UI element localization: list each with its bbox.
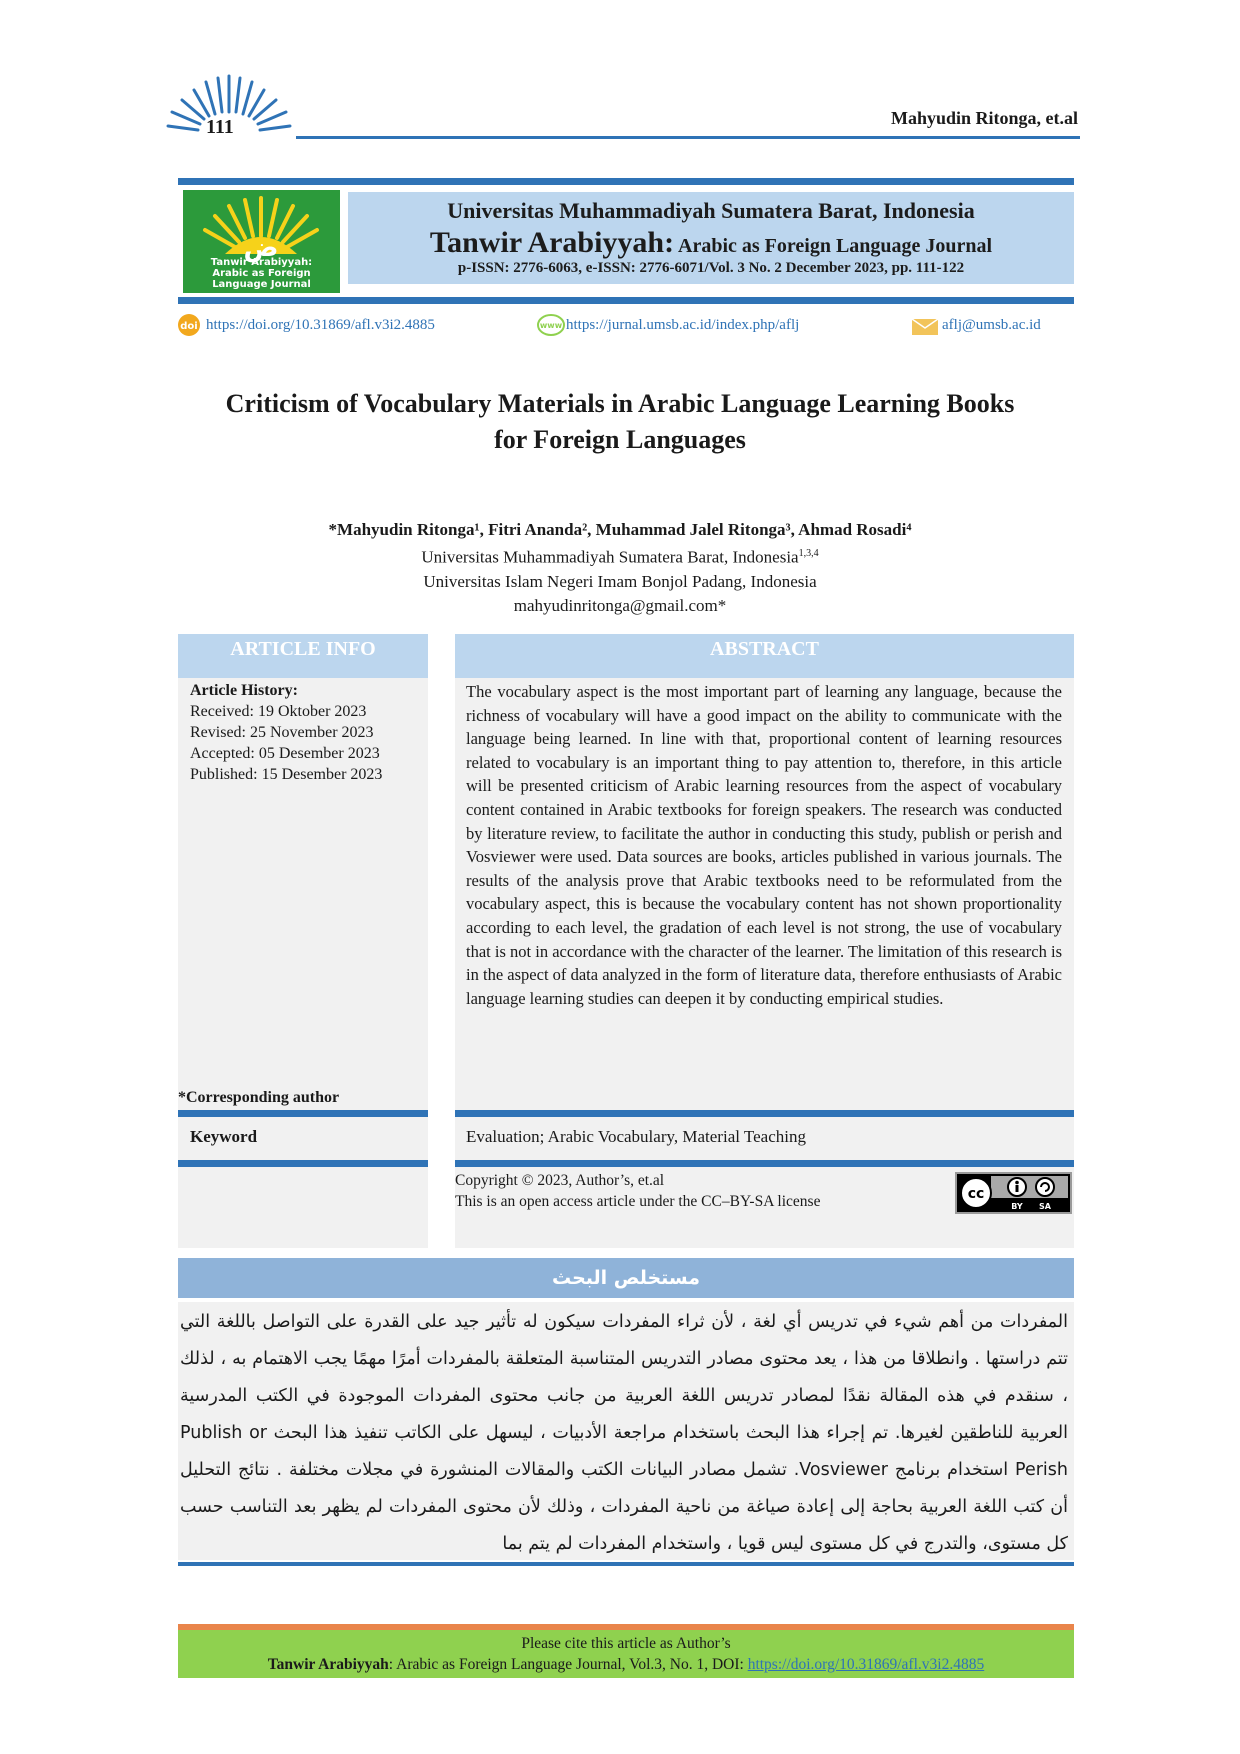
svg-text:BY: BY [1011,1202,1023,1211]
doi-link[interactable]: https://doi.org/10.31869/afl.v3i2.4885 [206,317,435,333]
email-icon [910,313,940,337]
published-date: Published: 15 Desember 2023 [190,766,383,783]
running-author: Mahyudin Ritonga, et.al [890,108,1078,128]
journal-title [348,226,1074,260]
svg-text:SA: SA [1039,1202,1051,1211]
abstract-divider [455,1110,1074,1117]
arabic-abstract-heading: مستخلص البحث [178,1258,1074,1298]
author-names: *Mahyudin Ritonga¹, Fitri Ananda², Muhammad Jalel Ritonga³, Ahmad Rosadi⁴ [328,520,912,539]
copyright-block [455,1170,820,1212]
journal-logo [183,190,340,293]
copyright-text: Copyright © 2023, Author’s, et.al [455,1172,665,1189]
arabic-abstract-text: المفردات من أهم شيء في تدريس أي لغة ، لأن ثراء المفردات سيكون له تأثير جيد على القدرة على التواصل باللغة التي تتم دراستها . وانطلاقا من هذا ، يعد محتوى مصادر التدريس المتناسبة المتعلقة بالمفردات أمرًا مهمًا يجب الاهتمام به ، لذلك ، سنقدم في هذه المقالة نقدًا لمصادر تدريس اللغة العربية من جانب محتوى المفردات الموجودة في الكتب المدرسية العربية للناطقين لغيرها. تم إجراء هذا البحث باستخدام مراجعة الأدبيات ، ليسهل على الكاتب تنفيذ هذا البحث Publish or Perish استخدام برنامج Vosviewer. تشمل مصادر البيانات الكتب والمقالات المنشورة في مجلات مختلفة . نتائج التحليل أن كتب اللغة العربية بحاجة إلى إعادة صياغة من ناحية المفردات ، وذلك لأن محتوى المفردات لم يظهر بعد التناسب حسب كل مستوى، والتدرج في كل مستوى ليس قويا ، واستخدام المفردات لم يتم بما [180,1312,1069,1554]
journal-masthead [178,188,1074,296]
arabic-abstract-rule [178,1562,1074,1566]
www-icon [536,313,566,337]
cc-license-icon [957,1174,1070,1212]
masthead-info [348,192,1074,284]
accepted-date: Accepted: 05 Desember 2023 [190,745,380,762]
keyword-divider-left [178,1160,428,1167]
received-date: Received: 19 Oktober 2023 [190,703,367,720]
keyword-label: Keyword [190,1127,258,1146]
header-rule [296,136,1080,139]
svg-text:doi: doi [180,321,198,332]
journal-name: Tanwir Arabiyyah: [429,226,675,259]
revised-date: Revised: 25 November 2023 [190,724,374,741]
logo-caption: Tanwir Arabiyyah: Arabic as Foreign Language Journal [210,257,313,290]
citation-footer [178,1630,1074,1678]
issn-line: p-ISSN: 2776-6063, e-ISSN: 2776-6071/Vol. 3 No. 2 December 2023, pp. 111-122 [457,260,965,276]
university-name: Universitas Muhammadiyah Sumatera Barat, Indonesia [447,198,975,223]
keyword-divider-right [455,1160,1074,1167]
info-divider [178,1110,428,1117]
affiliation-2: Universitas Islam Negeri Imam Bonjol Padang, Indonesia [423,571,817,591]
svg-text:www: www [539,321,563,330]
abstract-heading: ABSTRACT [455,634,1074,678]
license-text: This is an open access article under the CC–BY-SA license [455,1193,821,1210]
corresponding-author-note: *Corresponding author [178,1089,340,1106]
links-row [178,313,1074,339]
masthead-top-rule [178,178,1074,185]
cite-line: Please cite this article as Author’s [521,1635,731,1652]
running-header [160,72,1080,142]
doi-icon [176,313,204,337]
masthead-bottom-rule [178,297,1074,304]
keywords: Evaluation; Arabic Vocabulary, Material Teaching [466,1127,806,1146]
author-email: mahyudinritonga@gmail.com* [513,595,727,615]
abstract-text: The vocabulary aspect is the most important part of learning any language, because the richness of vocabulary will have a good impact on the ability to communicate with the language being learned. In line with that, proportional content of learning resources related to vocabulary is an important thing to pay attention to, therefore, in this article will be presented criticism of Arabic learning resources from the aspect of vocabulary content contained in Arabic textbooks for foreign speakers. The research was conducted by literature review, to facilitate the author in conducting this study, publish or perish and Vosviewer were used. Data sources are books, articles published in various journals. The results of the analysis prove that Arabic textbooks need to be reformulated from the vocabulary aspect, this is because the vocabulary content has not shown proportionality according to each level, the gradation of each level is not strong, the use of vocabulary that is not in accordance with the character of the learner. The limitation of this research is in the aspect of data analyzed in the form of literature data, therefore enthusiasts of Arabic language learning studies can deepen it by conducting empirical studies. [466,682,1062,1008]
article-title: Criticism of Vocabulary Materials in Arabic Language Learning Books for Foreign Languages [225,389,1015,454]
author-block [160,518,1080,618]
affiliation-1: Universitas Muhammadiyah Sumatera Barat, Indonesia$^{1,3,4}$ [421,547,819,567]
website-link[interactable]: https://jurnal.umsb.ac.id/index.php/aflj [566,317,800,333]
svg-text:cc: cc [967,1186,985,1202]
article-history: Article History: Received: 19 Oktober 2023 Revised: 25 November 2023 Accepted: 05 Desember 2023 Published: 15 Desember 2023 [190,680,426,785]
cc-by-sa-badge[interactable] [955,1172,1072,1214]
email-link[interactable]: aflj@umsb.ac.id [942,317,1041,333]
footer-doi-link[interactable]: https://doi.org/10.31869/afl.v3i2.4885 [747,1656,985,1673]
journal-subtitle: Arabic as Foreign Language Journal [678,235,993,257]
article-info-heading: ARTICLE INFO [178,634,428,678]
citation-line: Tanwir Arabiyyah: Arabic as Foreign Language Journal, Vol.3, No. 1, DOI: https://doi.org/10.31869/afl.v3i2.4885 [267,1656,985,1673]
svg-text:ض: ض [243,233,279,263]
page-number: 111 [206,116,234,138]
